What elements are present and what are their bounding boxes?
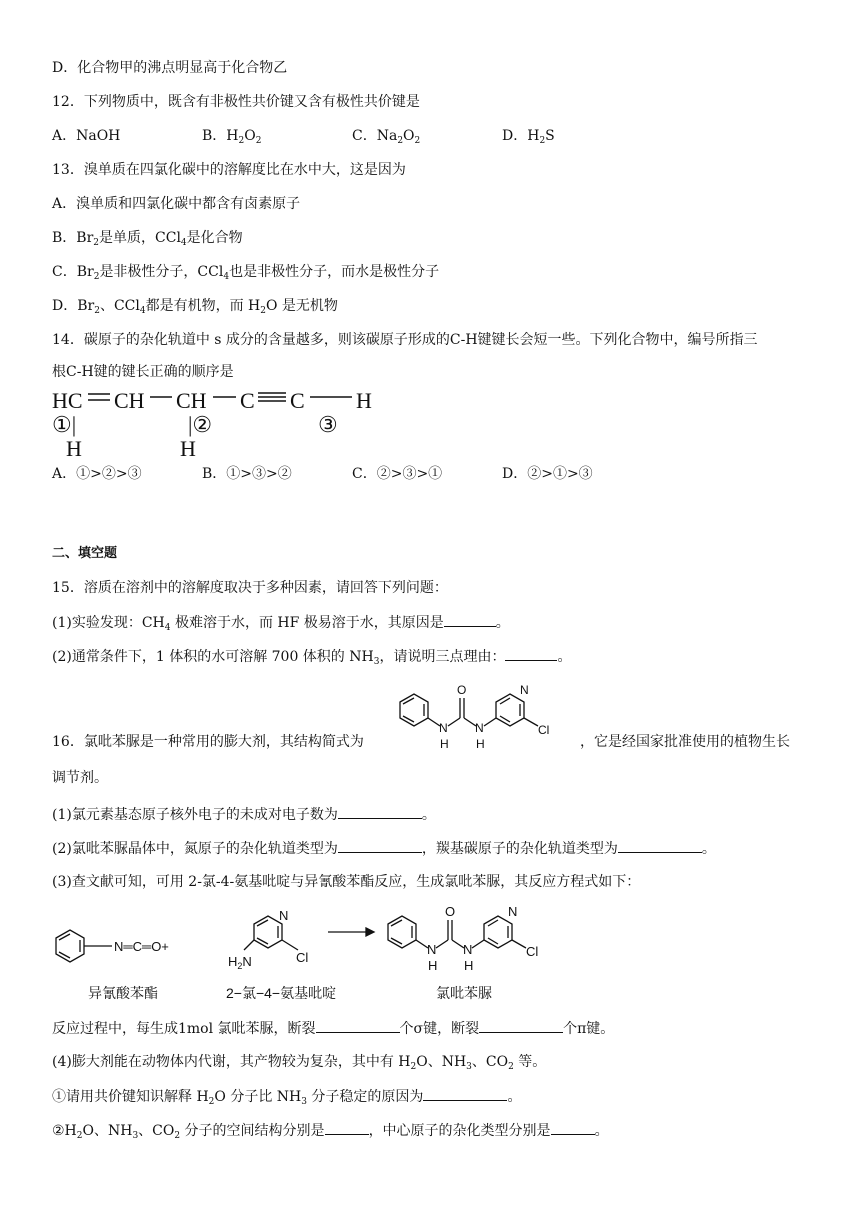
q16-stem-b: ，它是经国家批准使用的植物生长: [580, 734, 790, 750]
atom-n: N: [279, 908, 289, 923]
q16-part-4b: $②H_2O$、$NH_3$、$CO_2$ 分子的空间结构分别是 ，中心原子的杂化类型分别是 。: [52, 1120, 609, 1141]
atom-n: N: [475, 721, 484, 735]
q16-part-3: (3)查文献可知，可用 2-氯-4-氨基吡啶与异氰酸苯酯反应，生成氯吡苯脲，其反应方程式如下：: [52, 874, 641, 890]
q12-option-c: C．$Na_2O_2$: [352, 128, 421, 146]
answer-blank: [479, 1018, 563, 1033]
q14-option-c: C．②>③>①: [352, 466, 443, 482]
atom-h: H: [464, 958, 474, 973]
q16-part-1: (1)氯元素基态原子核外电子的未成对电子数为 。: [52, 804, 436, 825]
reaction-scheme: [48, 904, 608, 1004]
atom-ch-2: CH: [176, 388, 207, 413]
amino-group: $H_2N$: [228, 954, 252, 971]
q14-stem-line1: 14．碳原子的杂化轨道中 s 成分的含量越多，则该碳原子形成的C-H键键长会短一些。下列化合物中，编号所指三: [52, 332, 758, 348]
atom-o: O: [457, 683, 467, 697]
answer-blank: [316, 1018, 400, 1033]
atom-cl: Cl: [526, 944, 539, 959]
forchlorfenuron-structure: [380, 682, 580, 754]
atom-h-1: H: [66, 436, 82, 460]
atom-ch-1: CH: [114, 388, 145, 413]
q12-option-d: D．$H_2S$: [502, 128, 555, 146]
answer-blank: [325, 1120, 369, 1135]
answer-blank: [551, 1120, 595, 1135]
answer-blank: [423, 1086, 507, 1101]
atom-h: H: [476, 737, 485, 751]
atom-n: N: [427, 942, 437, 957]
q13-option-a: A．溴单质和四氯化碳中都含有卤素原子: [52, 196, 301, 212]
q16-stem-a: 16．氯吡苯脲是一种常用的膨大剂，其结构简式为: [52, 734, 364, 750]
answer-blank: [618, 838, 702, 853]
q14-option-a: A．①>②>③: [52, 466, 142, 482]
atom-h: H: [428, 958, 438, 973]
q16-stem-c: 调节剂。: [52, 770, 108, 786]
answer-blank: [444, 612, 496, 627]
q15-part-1: (1)实验发现：$CH_4$ 极难溶于水，而 HF 极易溶于水，其原因是 。: [52, 612, 510, 633]
isocyanate-group: N═C═O+: [114, 939, 169, 954]
answer-blank: [338, 804, 422, 819]
marker-3: ③: [318, 412, 338, 437]
q13-option-b: B．$Br_2$是单质，CCl$_4$是化合物: [52, 230, 243, 248]
section-title: 二、填空题: [52, 546, 118, 561]
label-aminopyridine: 2−氯−4−氨基吡啶: [226, 985, 337, 1001]
q13-option-d: D．$Br_2$、CCl$_4$都是有机物，而 $H_2O$ 是无机物: [52, 298, 338, 316]
atom-n: N: [439, 721, 448, 735]
label-phenyl-isocyanate: 异氰酸苯酯: [88, 985, 158, 1001]
q12-option-b: B．$H_2O_2$: [202, 128, 262, 146]
atom-h-end: H: [356, 388, 372, 413]
atom-n: N: [520, 683, 529, 697]
atom-c-2: C: [290, 388, 305, 413]
q15-part-2: (2)通常条件下，1 体积的水可溶解 700 体积的 $NH_3$，请说明三点理由： 。: [52, 646, 571, 667]
atom-c-1: C: [240, 388, 255, 413]
answer-blank: [505, 646, 557, 661]
q14-option-d: D．②>①>③: [502, 466, 593, 482]
label-forchlorfenuron: 氯吡苯脲: [436, 985, 492, 1001]
atom-cl: Cl: [296, 950, 309, 965]
q12-option-a: A．NaOH: [52, 128, 121, 144]
q14-option-b: B．①>③>②: [202, 466, 292, 482]
q16-part-4: (4)膨大剂能在动物体内代谢，其产物较为复杂，其中有 $H_2O$、$NH_3$、$CO_2$ 等。: [52, 1054, 547, 1072]
answer-blank: [338, 838, 422, 853]
q15-stem: 15．溶质在溶剂中的溶解度取决于多种因素，请回答下列问题：: [52, 580, 448, 596]
atom-h: H: [440, 737, 449, 751]
q16-part-4a: ①请用共价键知识解释 $H_2O$ 分子比 $NH_3$ 分子稳定的原因为 。: [52, 1086, 521, 1107]
atom-n: N: [463, 942, 473, 957]
marker-1: ①|: [52, 412, 77, 437]
q14-structural-formula: [48, 384, 388, 460]
q13-stem: 13．溴单质在四氯化碳中的溶解度比在水中大，这是因为: [52, 162, 406, 178]
atom-cl: Cl: [538, 723, 550, 737]
atom-n: N: [508, 904, 518, 919]
q14-stem-line2: 根C-H键的键长正确的顺序是: [52, 364, 234, 380]
atom-hc: HC: [52, 388, 83, 413]
marker-2: |②: [188, 412, 213, 437]
atom-o: O: [445, 904, 456, 919]
q13-option-c: C．$Br_2$是非极性分子，CCl$_4$也是非极性分子，而水是极性分子: [52, 264, 440, 282]
q12-stem: 12．下列物质中，既含有非极性共价键又含有极性共价键是: [52, 94, 420, 110]
q16-part-3b: 反应过程中，每生成1mol 氯吡苯脲，断裂 个σ键，断裂 个π键。: [52, 1018, 614, 1039]
atom-h-2: H: [180, 436, 196, 460]
q11-option-d: D．化合物甲的沸点明显高于化合物乙: [52, 60, 288, 76]
q16-part-2: (2)氯吡苯脲晶体中，氮原子的杂化轨道类型为 ，羰基碳原子的杂化轨道类型为 。: [52, 838, 716, 859]
